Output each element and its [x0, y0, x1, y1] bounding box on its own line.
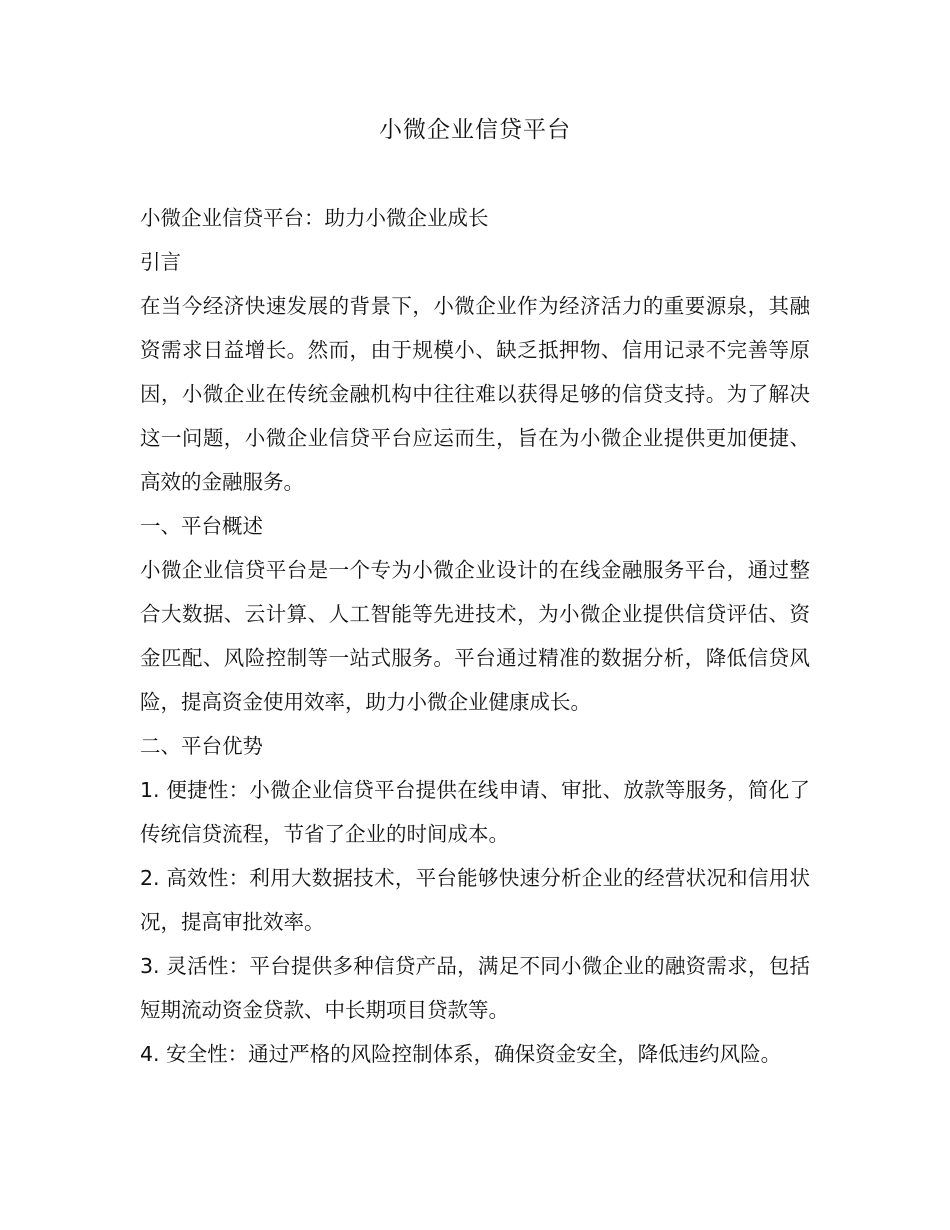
section-heading-advantages: 二、平台优势 [140, 734, 263, 758]
advantage-item-convenience: 1. 便捷性：小微企业信贷平台提供在线申请、审批、放款等服务，简化了传统信贷流程，节省了企业的时间成本。 [140, 778, 810, 846]
overview-paragraph: 小微企业信贷平台是一个专为小微企业设计的在线金融服务平台，通过整合大数据、云计算、人工智能等先进技术，为小微企业提供信贷评估、资金匹配、风险控制等一站式服务。平台通过精准的数据分析，降低信贷风险，提高资金使用效率，助力小微企业健康成长。 [140, 558, 810, 714]
document-title: 小微企业信贷平台 [379, 117, 571, 143]
section-heading-overview: 一、平台概述 [140, 514, 263, 538]
advantage-item-flexibility: 3. 灵活性：平台提供多种信贷产品，满足不同小微企业的融资需求，包括短期流动资金贷款、中长期项目贷款等。 [140, 954, 810, 1022]
document-body [140, 196, 810, 1076]
intro-paragraph: 在当今经济快速发展的背景下，小微企业作为经济活力的重要源泉，其融资需求日益增长。然而，由于规模小、缺乏抵押物、信用记录不完善等原因，小微企业在传统金融机构中往往难以获得足够的信贷支持。为了解决这一问题，小微企业信贷平台应运而生，旨在为小微企业提供更加便捷、高效的金融服务。 [140, 294, 810, 494]
advantage-item-security: 4. 安全性：通过严格的风险控制体系，确保资金安全，降低违约风险。 [140, 1042, 782, 1066]
subtitle-paragraph: 小微企业信贷平台：助力小微企业成长 [140, 206, 489, 230]
advantage-item-efficiency: 2. 高效性：利用大数据技术，平台能够快速分析企业的经营状况和信用状况，提高审批效率。 [140, 866, 810, 934]
section-heading-intro: 引言 [140, 250, 181, 274]
